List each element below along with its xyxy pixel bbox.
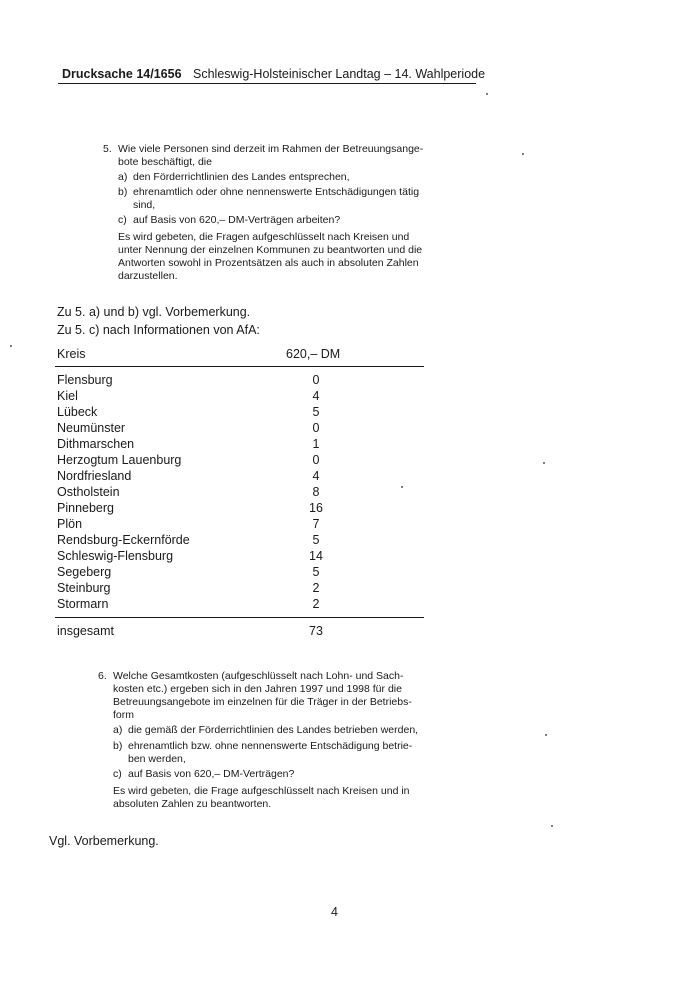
- table-row-value: 1: [312, 437, 320, 451]
- table-row-kreis: Stormarn: [57, 597, 109, 611]
- question-6-item-b-text-line2: ben werden,: [128, 753, 186, 765]
- table-header-rule: [55, 366, 424, 367]
- document-number: Drucksache 14/1656: [62, 67, 182, 81]
- table-total-rule: [55, 617, 424, 618]
- answer-6: Vgl. Vorbemerkung.: [49, 834, 159, 848]
- question-5-intro-line2: bote beschäftigt, die: [118, 156, 212, 168]
- question-5-intro-line1: Wie viele Personen sind derzeit im Rahmen der Betreuungsange-: [118, 143, 424, 155]
- table-row-value: 0: [312, 453, 320, 467]
- table-row-value: 2: [312, 597, 320, 611]
- question-6-note-line1: Es wird gebeten, die Frage aufgeschlüsselt nach Kreisen und in: [113, 785, 410, 797]
- question-5-item-a-label: a): [118, 171, 128, 183]
- table-row-kreis: Lübeck: [57, 405, 98, 419]
- question-5-note-line1: Es wird gebeten, die Fragen aufgeschlüsselt nach Kreisen und: [118, 231, 410, 243]
- question-5-note-line4: darzustellen.: [118, 270, 178, 282]
- table-row-value: 14: [309, 549, 323, 563]
- scan-speck: [543, 462, 545, 464]
- question-5-note-line2: unter Nennung der einzelnen Kommunen zu beantworten und die: [118, 244, 423, 256]
- question-5-number: 5.: [103, 143, 112, 155]
- table-row-kreis: Nordfriesland: [57, 469, 132, 483]
- table-row-kreis: Schleswig-Flensburg: [57, 549, 174, 563]
- table-row-value: 8: [312, 485, 320, 499]
- answer-5-ab: Zu 5. a) und b) vgl. Vorbemerkung.: [57, 305, 251, 319]
- scan-speck: [522, 153, 524, 155]
- table-row-kreis: Plön: [57, 517, 83, 531]
- question-6-number: 6.: [98, 670, 107, 682]
- table-row-value: 4: [312, 389, 320, 403]
- scan-speck: [486, 93, 488, 95]
- question-5-item-b-text-line1: ehrenamtlich oder ohne nennenswerte Entschädigungen tätig: [133, 186, 420, 198]
- question-6-note-line2: absoluten Zahlen zu beantworten.: [113, 798, 272, 810]
- question-6-item-b-label: b): [113, 740, 123, 752]
- scan-speck: [401, 486, 403, 488]
- question-6-item-c-label: c): [113, 768, 122, 780]
- question-5-note-line3: Antworten sowohl in Prozentsätzen als auch in absoluten Zahlen: [118, 257, 419, 269]
- question-6-intro-line4: form: [113, 709, 134, 721]
- table-row-kreis: Rendsburg-Eckernförde: [57, 533, 190, 547]
- header-rule: [58, 83, 476, 84]
- question-6-item-a-text: die gemäß der Förderrichtlinien des Landes betrieben werden,: [128, 724, 419, 736]
- table-total-value: 73: [309, 624, 323, 638]
- table-row-kreis: Pinneberg: [57, 501, 114, 515]
- question-5-item-c-label: c): [118, 214, 127, 226]
- question-6-item-a-label: a): [113, 724, 123, 736]
- table-row-kreis: Ostholstein: [57, 485, 120, 499]
- table-row-value: 4: [312, 469, 320, 483]
- table-row-kreis: Neumünster: [57, 421, 126, 435]
- scan-speck: [545, 734, 547, 736]
- table-row-value: 5: [312, 533, 320, 547]
- table-row-value: 16: [309, 501, 323, 515]
- question-5-item-c-text: auf Basis von 620,– DM-Verträgen arbeiten?: [133, 214, 341, 226]
- table-row-kreis: Steinburg: [57, 581, 111, 595]
- answer-5-c: Zu 5. c) nach Informationen von AfA:: [57, 323, 260, 337]
- question-6-intro-line3: Betreuungsangebote im einzelnen für die Träger in der Betriebs-: [113, 696, 412, 708]
- table-row-value: 5: [312, 405, 320, 419]
- table-total-label: insgesamt: [57, 624, 114, 638]
- question-6-intro-line1: Welche Gesamtkosten (aufgeschlüsselt nach Lohn- und Sach-: [113, 670, 404, 682]
- table-row-value: 2: [312, 581, 320, 595]
- document-title: Schleswig-Holsteinischer Landtag – 14. Wahlperiode: [193, 67, 486, 81]
- question-5-item-b-label: b): [118, 186, 128, 198]
- table-row-kreis: Herzogtum Lauenburg: [57, 453, 182, 467]
- table-row-kreis: Segeberg: [57, 565, 112, 579]
- table-row-kreis: Kiel: [57, 389, 78, 403]
- question-6-intro-line2: kosten etc.) ergeben sich in den Jahren 1997 und 1998 für die: [113, 683, 402, 695]
- table-row-value: 0: [312, 373, 320, 387]
- table-row-value: 0: [312, 421, 320, 435]
- scan-speck: [10, 345, 12, 347]
- table-row-kreis: Flensburg: [57, 373, 113, 387]
- column-header-kreis: Kreis: [57, 347, 86, 361]
- scan-speck: [551, 825, 553, 827]
- question-5-item-b-text-line2: sind,: [133, 199, 156, 211]
- column-header-620-dm: 620,– DM: [286, 347, 341, 361]
- question-6-item-b-text-line1: ehrenamtlich bzw. ohne nennenswerte Entschädigung betrie-: [128, 740, 413, 752]
- page-number: 4: [331, 905, 338, 919]
- question-6-item-c-text: auf Basis von 620,– DM-Verträgen?: [128, 768, 295, 780]
- table-row-value: 7: [312, 517, 320, 531]
- table-row-value: 5: [312, 565, 320, 579]
- table-row-kreis: Dithmarschen: [57, 437, 135, 451]
- question-5-item-a-text: den Förderrichtlinien des Landes entsprechen,: [133, 171, 350, 183]
